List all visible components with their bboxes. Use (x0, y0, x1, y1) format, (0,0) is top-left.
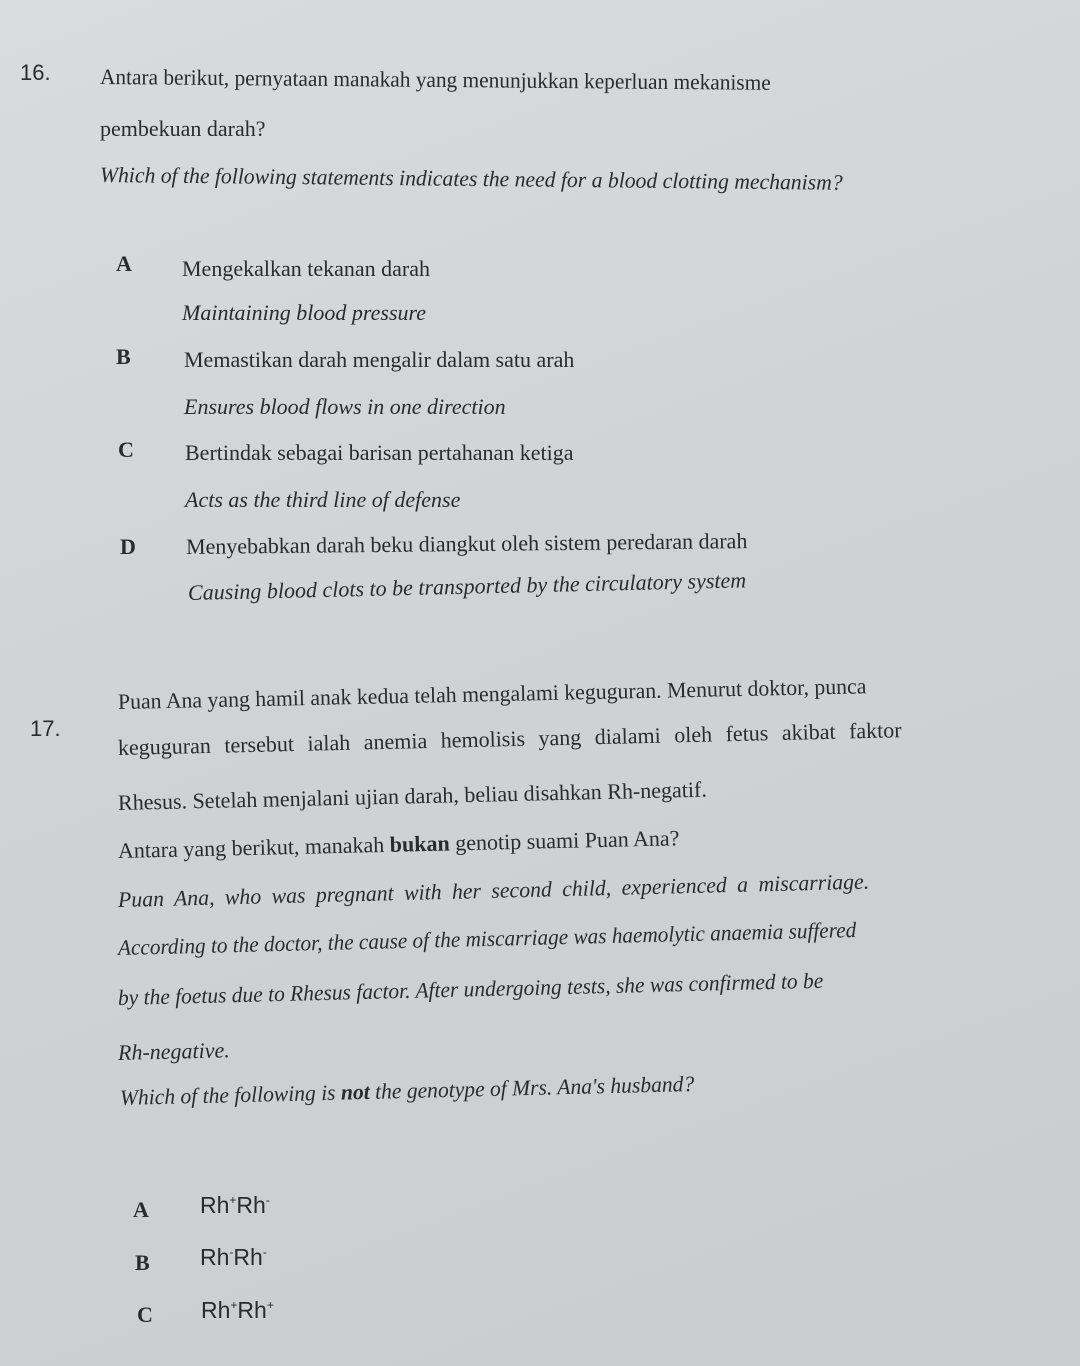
question-16-english: Which of the following statements indicates the need for a blood clotting mechanism? (99, 162, 843, 195)
question-16-number: 16. (20, 60, 51, 85)
q17-english-question-post: the genotype of Mrs. Ana's husband? (369, 1070, 695, 1104)
q17-english-question-pre: Which of the following is (119, 1079, 342, 1110)
question-17-malay-line-1: Puan Ana yang hamil anak kedua telah mengalami keguguran. Menurut doktor, punca (117, 673, 867, 714)
option-17-b-genotype (200, 1244, 267, 1271)
option-17-a-allele-1: Rh (200, 1192, 230, 1218)
q17-english-question-bold: not (340, 1078, 370, 1105)
q17-malay-question-pre: Antara yang berikut, manakah (117, 831, 391, 863)
option-16-b-letter: B (116, 344, 131, 369)
option-16-a-malay: Mengekalkan tekanan darah (182, 256, 430, 281)
question-17-english-question (120, 1071, 695, 1111)
option-16-d-malay: Menyebabkan darah beku diangkut oleh sistem peredaran darah (185, 528, 748, 559)
question-17-malay-question (118, 825, 680, 864)
option-17-c-allele-2-sign: + (266, 1298, 274, 1312)
q17-malay-question-bold: bukan (389, 830, 450, 857)
option-16-b-malay: Memastikan darah mengalir dalam satu arah (184, 347, 575, 372)
option-17-c-allele-2: Rh (237, 1297, 267, 1323)
option-17-a-allele-2-sign: - (265, 1193, 270, 1207)
option-16-c-english: Acts as the third line of defense (185, 487, 461, 512)
option-17-c-letter: C (137, 1302, 153, 1327)
question-17-english-line-3: by the foetus due to Rhesus factor. After undergoing tests, she was confirmed to be (117, 967, 824, 1010)
option-16-b-english: Ensures blood flows in one direction (184, 394, 506, 419)
option-16-d-letter: D (120, 534, 136, 559)
option-16-c-malay: Bertindak sebagai barisan pertahanan ketiga (185, 440, 574, 465)
question-17-english-line-1: Puan Ana, who was pregnant with her second child, experienced a miscarriage. (117, 868, 870, 912)
question-17-malay-line-2: keguguran tersebut ialah anemia hemolisis yang dialami oleh fetus akibat faktor (117, 717, 902, 760)
option-17-c-allele-1-sign: + (230, 1298, 238, 1312)
option-17-b-allele-1-sign: - (229, 1245, 234, 1259)
question-17-malay-line-2-wrap (118, 715, 988, 761)
option-17-c-allele-1: Rh (201, 1297, 231, 1323)
option-17-a-allele-1-sign: + (229, 1193, 237, 1207)
question-16-malay-line-1: Antara berikut, pernyataan manakah yang menunjukkan keperluan mekanisme (99, 64, 771, 95)
option-17-b-allele-2: Rh (233, 1244, 263, 1270)
option-17-b-letter: B (135, 1250, 150, 1275)
option-17-c-genotype (201, 1297, 274, 1324)
option-17-a-allele-2: Rh (236, 1192, 266, 1218)
q17-malay-question-post: genotip suami Puan Ana? (449, 825, 680, 856)
option-16-c-letter: C (118, 437, 134, 462)
question-17-english-line-2: According to the doctor, the cause of the miscarriage was haemolytic anaemia suffered (117, 916, 857, 960)
option-16-a-english: Maintaining blood pressure (182, 300, 427, 325)
question-16-malay-line-2: pembekuan darah? (100, 116, 266, 141)
option-17-a-genotype (200, 1192, 270, 1219)
question-17-malay-line-3: Rhesus. Setelah menjalani ujian darah, beliau disahkan Rh-negatif. (117, 776, 708, 815)
option-17-a-letter: A (133, 1197, 149, 1222)
option-16-a-letter: A (116, 251, 132, 276)
option-16-d-english: Causing blood clots to be transported by the circulatory system (187, 567, 747, 605)
question-17-english-line-4: Rh-negative. (117, 1037, 231, 1065)
option-17-b-allele-2-sign: - (262, 1245, 267, 1259)
question-17-number: 17. (30, 716, 61, 741)
option-17-b-allele-1: Rh (200, 1244, 230, 1270)
